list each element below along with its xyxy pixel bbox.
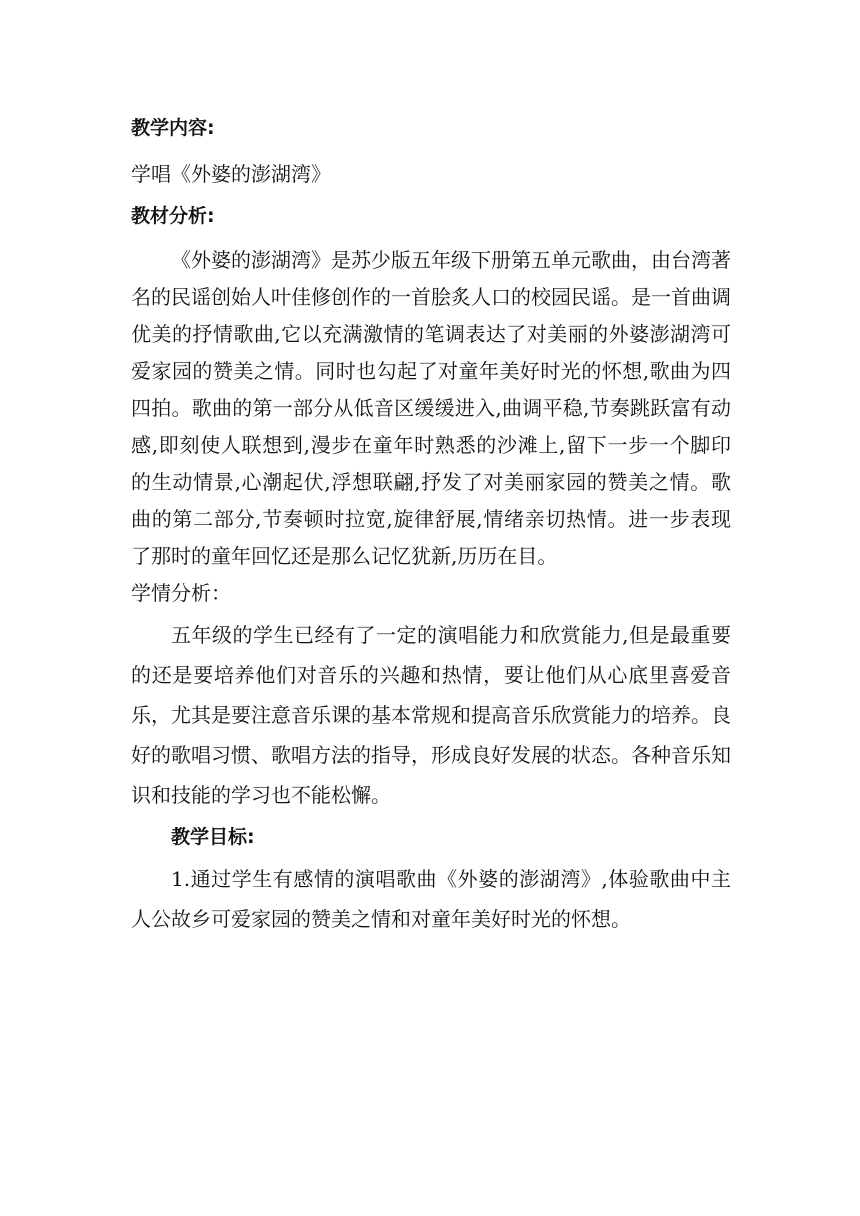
student-analysis-paragraph (131, 615, 731, 815)
student-analysis-line: 乐，尤其是要注意音乐课的基本常规和提高音乐欣赏能力的培养。良 (131, 703, 731, 727)
student-analysis-line: 五年级的学生已经有了一定的演唱能力和欣赏能力,但是最重要 (171, 623, 731, 647)
teaching-goal-line: 人公故乡可爱家园的赞美之情和对童年美好时光的怀想。 (131, 907, 631, 931)
document-body (131, 108, 731, 939)
student-analysis-line: 好的歌唱习惯、歌唱方法的指导，形成良好发展的状态。各种音乐知 (131, 743, 731, 767)
student-analysis-line: 的还是要培养他们对音乐的兴趣和热情，要让他们从心底里喜爱音 (131, 663, 731, 687)
teaching-content-text: 学唱《外婆的澎湖湾》 (131, 162, 331, 186)
teaching-goals-paragraph (131, 859, 731, 939)
material-analysis-line: 爱家园的赞美之情。同时也勾起了对童年美好时光的怀想,歌曲为四 (131, 359, 731, 383)
student-analysis-heading: 学情分析： (131, 581, 231, 605)
material-analysis-line: 了那时的童年回忆还是那么记忆犹新,历历在目。 (131, 544, 558, 568)
material-analysis-line: 《外婆的澎湖湾》是苏少版五年级下册第五单元歌曲，由台湾著 (171, 248, 731, 272)
teaching-goals-heading: 教学目标: (171, 826, 255, 848)
material-analysis-line: 的生动情景,心潮起伏,浮想联翩,抒发了对美丽家园的赞美之情。歌 (131, 470, 731, 494)
material-analysis-heading: 教材分析: (131, 205, 215, 227)
material-analysis-line: 四拍。歌曲的第一部分从低音区缓缓进入,曲调平稳,节奏跳跃富有动 (131, 396, 731, 420)
material-analysis-line: 优美的抒情歌曲,它以充满激情的笔调表达了对美丽的外婆澎湖湾可 (131, 322, 731, 346)
material-analysis-line: 感,即刻使人联想到,漫步在童年时熟悉的沙滩上,留下一步一个脚印 (131, 433, 731, 457)
teaching-goal-line: 1.通过学生有感情的演唱歌曲《外婆的澎湖湾》,体验歌曲中主 (171, 867, 731, 891)
material-analysis-paragraph (131, 242, 731, 575)
student-analysis-line: 识和技能的学习也不能松懈。 (131, 783, 391, 807)
teaching-content-heading: 教学内容: (131, 117, 215, 139)
material-analysis-line: 名的民谣创始人叶佳修创作的一首脍炙人口的校园民谣。是一首曲调 (131, 285, 731, 309)
material-analysis-line: 曲的第二部分,节奏顿时拉宽,旋律舒展,情绪亲切热情。进一步表现 (131, 507, 731, 531)
